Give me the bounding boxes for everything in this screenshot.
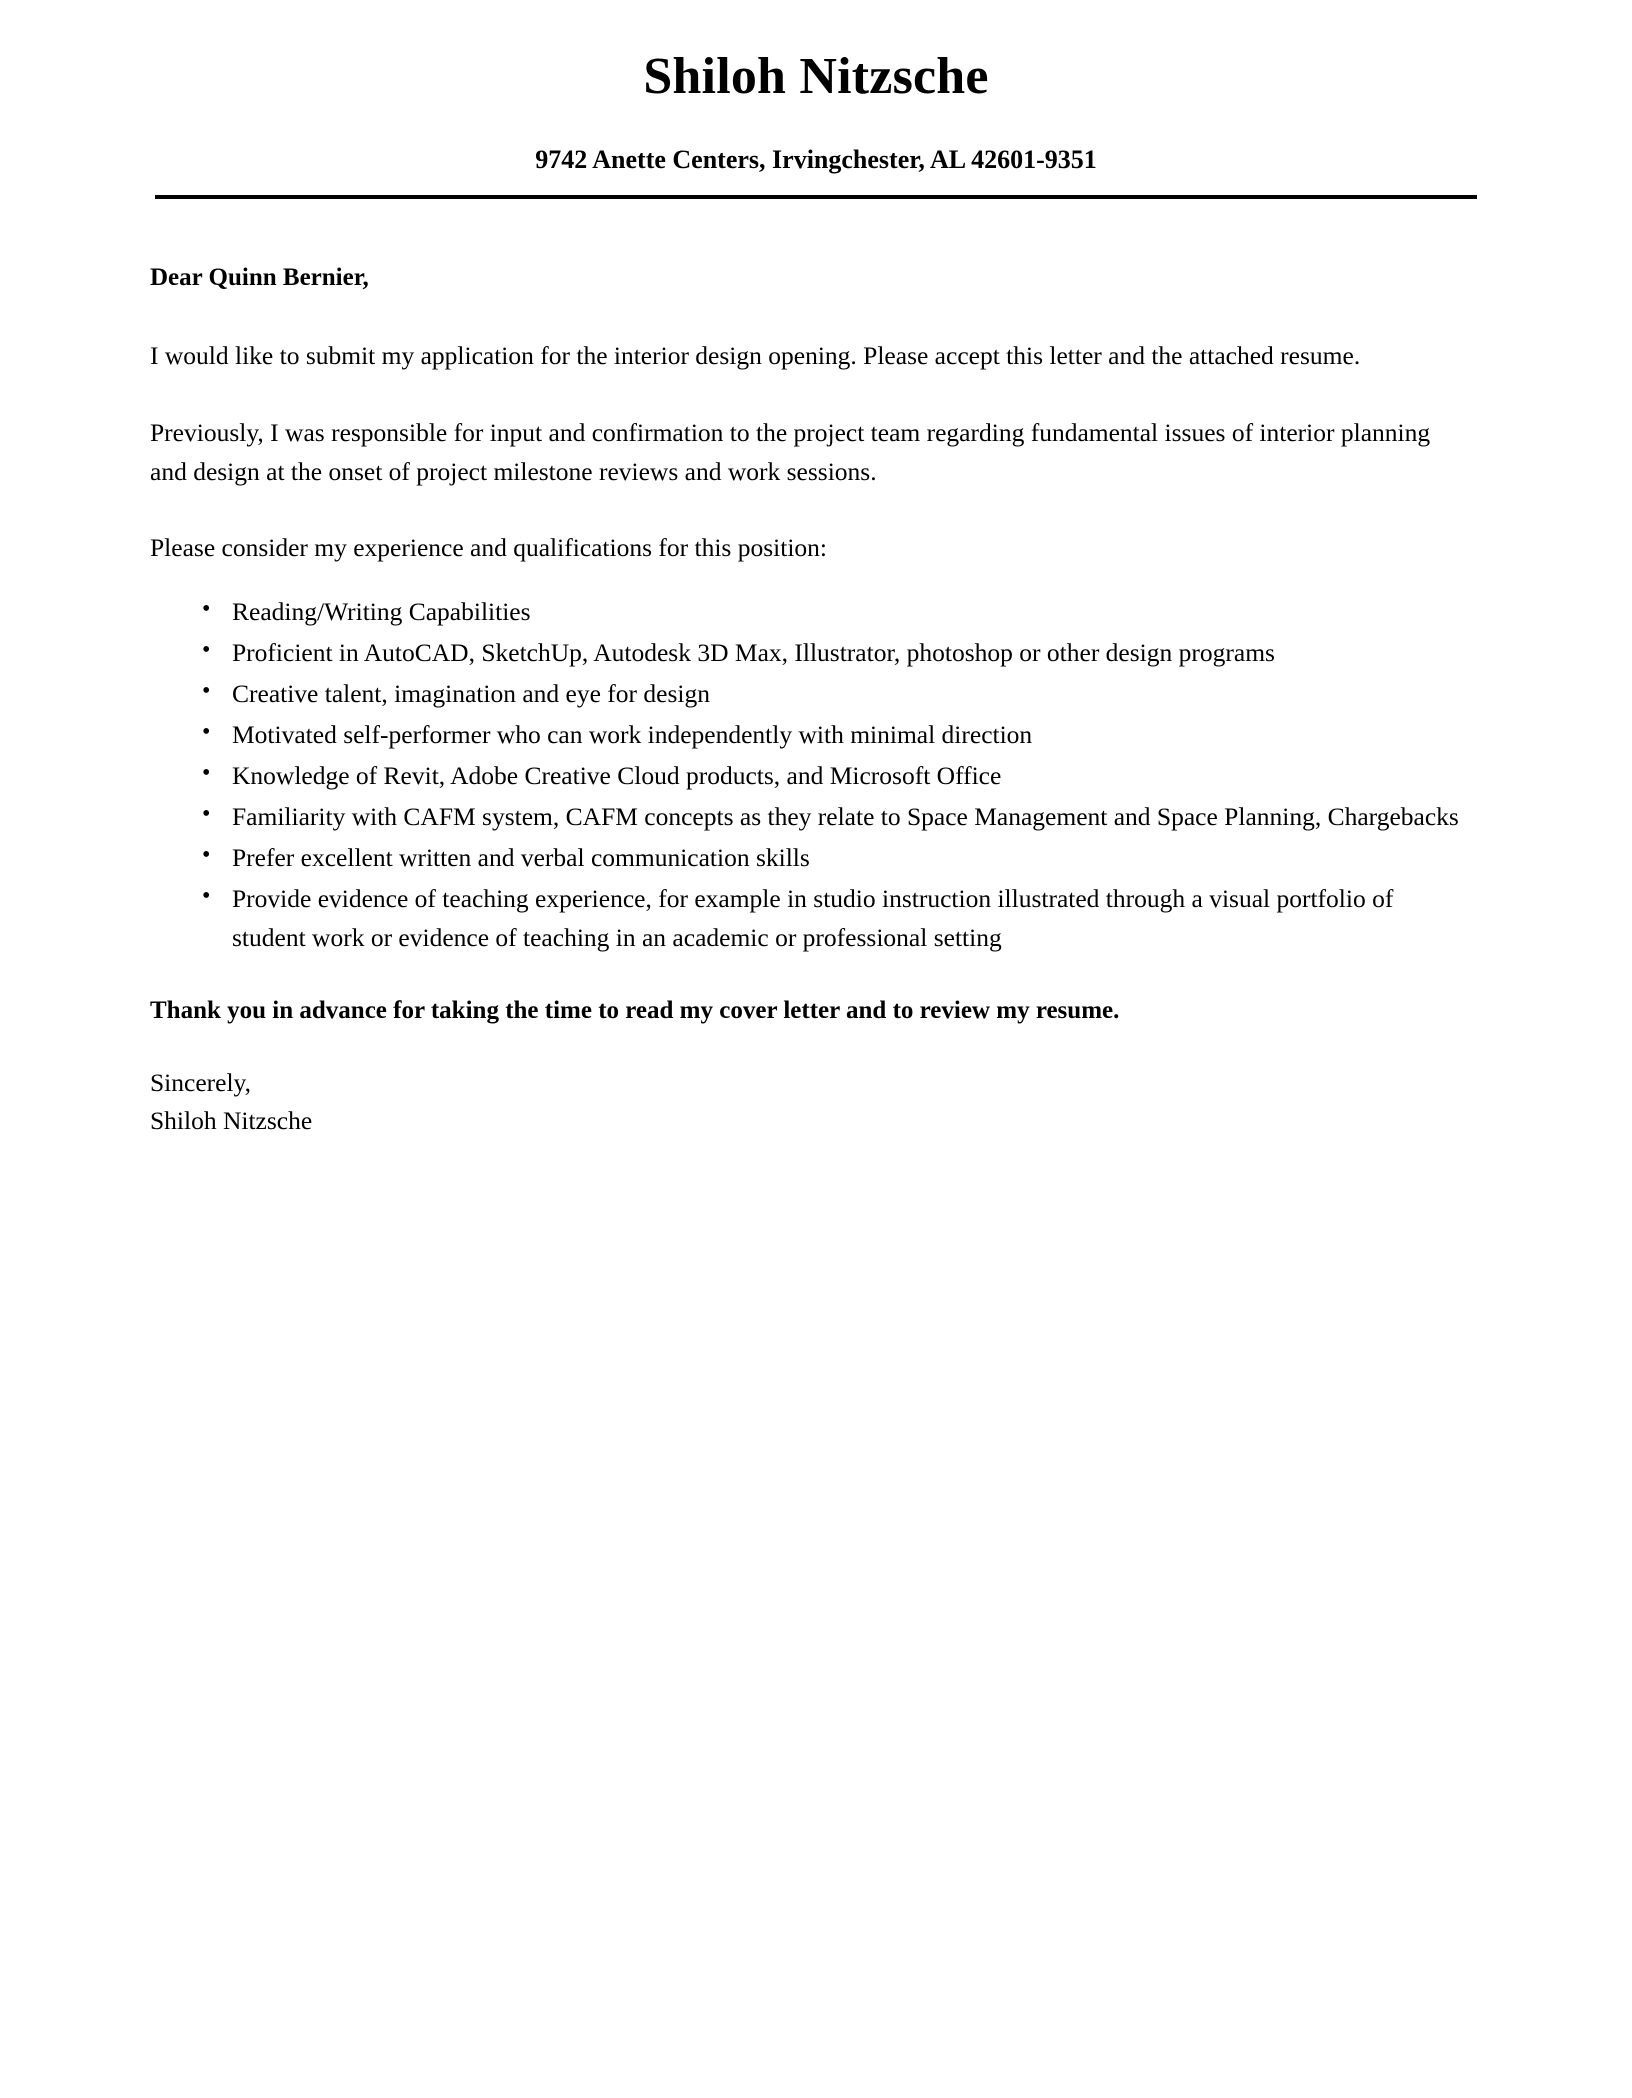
list-item: • Creative talent, imagination and eye for design [202, 674, 1472, 713]
list-item: • Proficient in AutoCAD, SketchUp, Autodesk 3D Max, Illustrator, photoshop or other design programs [202, 633, 1472, 672]
signature-block [150, 1064, 1472, 1141]
qualifications-intro: Please consider my experience and qualifications for this position: [150, 533, 827, 563]
list-item: • Reading/Writing Capabilities [202, 592, 1472, 631]
list-item: • Knowledge of Revit, Adobe Creative Cloud products, and Microsoft Office [202, 756, 1472, 795]
salutation: Dear Quinn Bernier, [150, 264, 369, 292]
sender-address: 9742 Anette Centers, Irvingchester, AL 42601-9351 [535, 145, 1097, 175]
closing-thanks: Thank you in advance for taking the time to read my cover letter and to review my resume. [150, 997, 1120, 1025]
list-item: • Prefer excellent written and verbal communication skills [202, 838, 1472, 877]
signoff-name: Shiloh Nitzsche [150, 1106, 313, 1136]
letterhead [0, 0, 1632, 199]
letterhead-divider [155, 195, 1477, 199]
letter-body [0, 261, 1632, 1140]
paragraph-intro: I would like to submit my application for the interior design opening. Please accept this letter and the attached resume. [150, 341, 1361, 371]
sender-name: Shiloh Nitzsche [643, 48, 989, 105]
signoff-closing: Sincerely, [150, 1068, 252, 1098]
list-item: • Familiarity with CAFM system, CAFM concepts as they relate to Space Management and Space Planning, Chargebacks [202, 797, 1472, 836]
list-item: • Provide evidence of teaching experience, for example in studio instruction illustrated through a visual portfolio of student work or evidence of teaching in an academic or professional setting [202, 879, 1472, 957]
list-item: • Motivated self-performer who can work independently with minimal direction [202, 715, 1472, 754]
paragraph-experience: Previously, I was responsible for input and confirmation to the project team regarding fundamental issues of interior planning and design at the onset of project milestone reviews and work sessions. [150, 417, 1431, 486]
qualifications-list [150, 592, 1472, 957]
